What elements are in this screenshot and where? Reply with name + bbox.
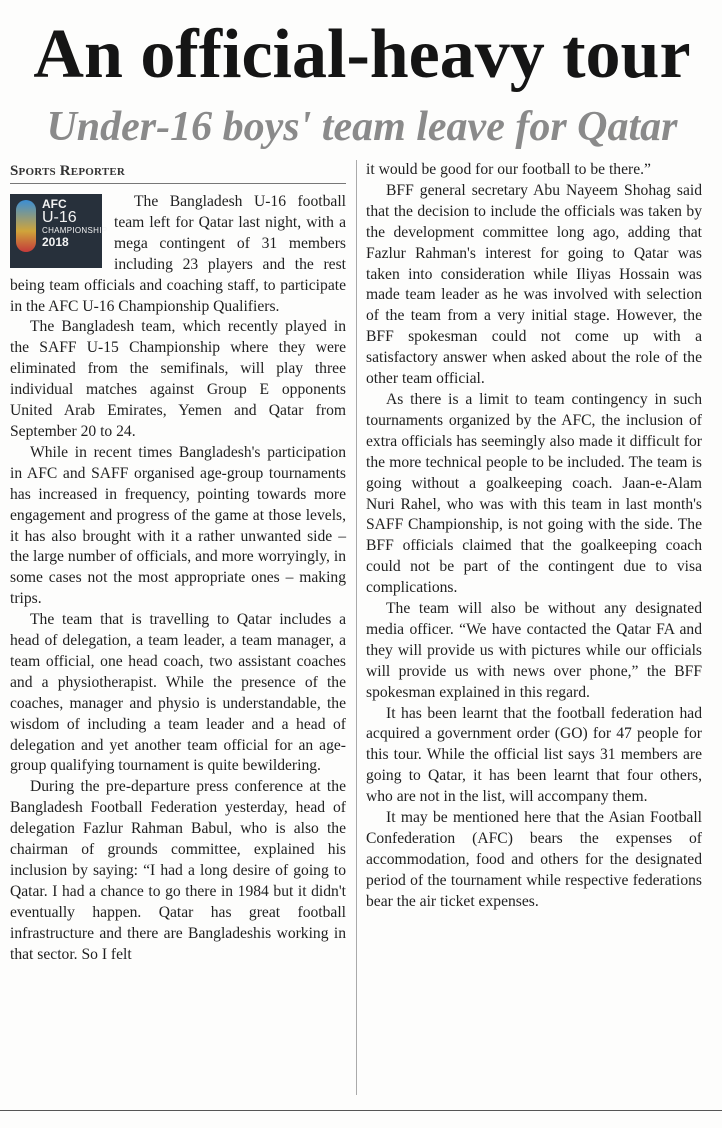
article-paragraph: The Bangladesh U-16 football team left for Qatar last night, with a mega contingent of 31 members including 23 players and the rest being team officials and coaching staff, to participate in the AFC U-16 Championship Qualifiers. bbox=[10, 193, 346, 315]
byline-divider bbox=[10, 183, 346, 184]
logo-line-year: 2018 bbox=[42, 235, 69, 249]
article-paragraph: During the pre-departure press conference at the Bangladesh Football Federation yesterday, head of delegation Fazlur Rahman Babul, who is also the chairman of grounds committee, explained his inclusion by saying: “I had a long desire of going to Qatar. I had a chance to go there in 1984 but it didn't eventually happen. Qatar has great football infrastructure and there are Bangladeshis working in that sector. So I felt bbox=[10, 778, 346, 963]
article-paragraph: The team will also be without any designated media officer. “We have contacted the Qatar FA and they will provide us with pictures while our officials will provide us with news over phone,” the BFF spokesman explained in this regard. bbox=[366, 600, 702, 701]
column-divider bbox=[356, 160, 357, 1095]
article-paragraph: BFF general secretary Abu Nayeem Shohag said that the decision to include the officials was taken by the development committee long ago, adding that Fazlur Rahman's interest for going to Qatar was taken into consideration while Iliyas Hossain was made team leader as he was involved with selection of the team from a very initial stage. However, the BFF spokesman could not come up with a satisfactory answer when asked about the role of the other team official. bbox=[366, 181, 702, 388]
article-paragraph: It has been learnt that the football federation had acquired a government order (GO) for 47 people for this tour. While the official list says 31 members are going to Qatar, it has been learnt that four others, who are not in the list, will accompany them. bbox=[366, 704, 702, 806]
subheadline: Under-16 boys' team leave for Qatar bbox=[46, 104, 678, 150]
article-paragraph-continued: it would be good for our football to be there.” bbox=[366, 161, 651, 178]
afc-u16-championship-logo bbox=[10, 194, 108, 268]
logo-line-championship: CHAMPIONSHIP bbox=[42, 226, 108, 235]
article-column-left bbox=[10, 192, 346, 966]
article-column-right bbox=[366, 160, 702, 913]
logo-line-afc: AFC bbox=[42, 197, 67, 211]
bottom-divider bbox=[0, 1110, 722, 1111]
logo-line-u16: U-16 bbox=[42, 209, 77, 226]
article-paragraph: While in recent times Bangladesh's participation in AFC and SAFF organised age-group tournaments has increased in frequency, pointing towards more engagement and progress of the game at those levels, it has also brought with it a rather unwanted side – the large number of officials, and more worryingly, in some cases not the most appropriate ones – making trips. bbox=[10, 443, 346, 608]
article-paragraph: The Bangladesh team, which recently played in the SAFF U-15 Championship where they were eliminated from the semifinals, will play three individual matches against Group E opponents United Arab Emirates, Yemen and Qatar from September 20 to 24. bbox=[10, 318, 346, 440]
article-paragraph: As there is a limit to team contingency in such tournaments organized by the AFC, the inclusion of extra officials has seemingly also made it difficult for the more technical people to be included. The team is going without a goalkeeping coach. Jaan-e-Alam Nuri Rahel, who was with this team in last month's SAFF Championship, is not going with the side. The BFF officials claimed that the goalkeeping coach could not be part of the contingent due to visa complications. bbox=[366, 390, 702, 597]
headline: An official-heavy tour bbox=[33, 16, 691, 93]
article-paragraph: The team that is travelling to Qatar includes a head of delegation, a team leader, a team manager, a team official, one head coach, two assistant coaches and a physiotherapist. While the presence of the coaches, manager and physio is understandable, the wisdom of including a team leader and a head of delegation and yet another team official for an age-group qualifying tournament is quite bewildering. bbox=[10, 611, 346, 775]
article-paragraph: It may be mentioned here that the Asian Football Confederation (AFC) bears the expenses of accommodation, food and others for the designated period of the tournament while respective federations bear the air ticket expenses. bbox=[366, 809, 702, 910]
byline: Sports Reporter bbox=[10, 163, 125, 179]
logo-text bbox=[42, 197, 108, 249]
trophy-emblem-icon bbox=[16, 200, 36, 252]
